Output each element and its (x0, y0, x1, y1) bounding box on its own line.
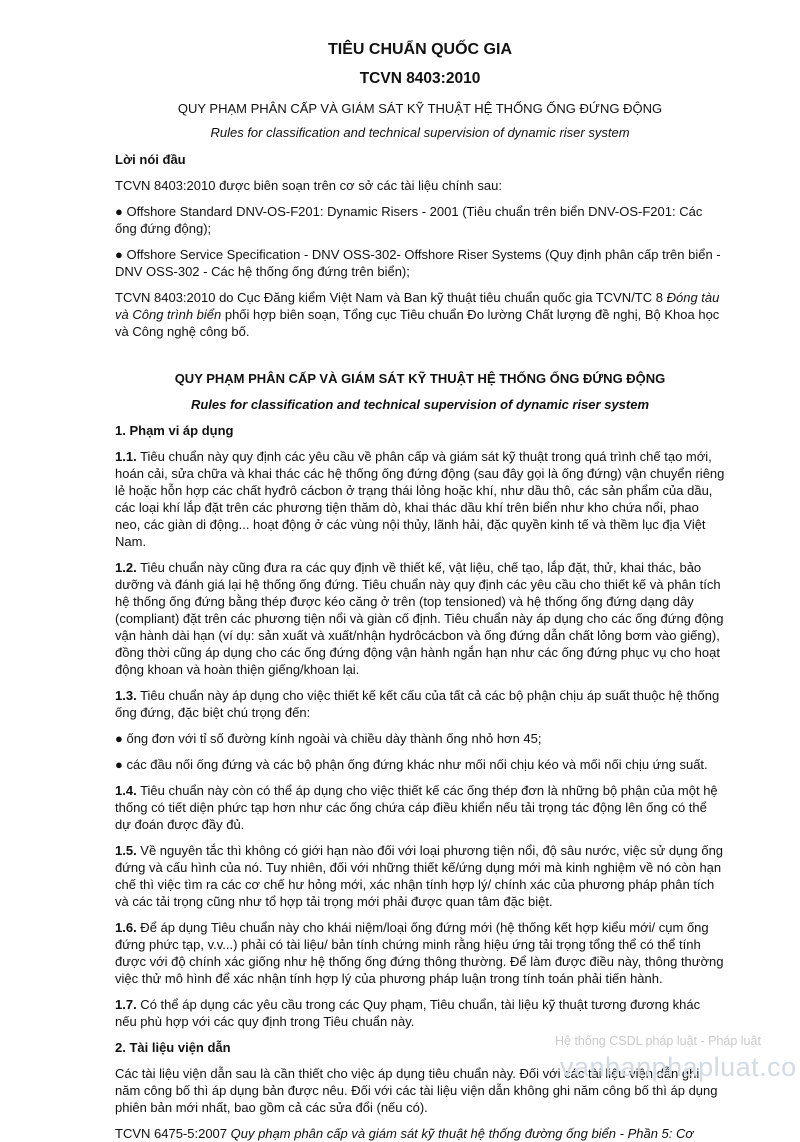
references-paragraph: Các tài liệu viện dẫn sau là cần thiết cho việc áp dụng tiêu chuẩn này. Đối với các tài liệu viện dẫn ghi năm công bố thì áp dụng bản được nêu. Đối với các tài liệu viện dẫn không ghi năm công bố thì áp dụng phiên bản mới nhất, bao gồm cả các sửa đổi (nếu có). (115, 1066, 718, 1115)
scope-paragraph-1-2: 1.2. Tiêu chuẩn này cũng đưa ra các quy định về thiết kế, vật liệu, chế tạo, lắp đặt, thử, khai thác, bảo dưỡng và đánh giá lại hệ thống ống đứng. Tiêu chuẩn này quy định các yêu cầu cho thiết kế và phân tích hệ thống ống đứng bằng thép được kéo căng ở trên (top tensioned) và hệ thống ống đứng dạng dây (compliant) đặt trên các phương tiện nổi và giàn cố định. Tiêu chuẩn này áp dụng cho các ống đứng động vận hành dài hạn (ví dụ: sản xuất và xuất/nhận hydrôcácbon và ống đứng dẫn chất lỏng bơm vào giếng), đồng thời cũng áp dụng cho các ống đứng động vận hành ngắn hạn như các ống đứng phục vụ cho hoạt động khoan và hoàn thiện giếng/khoan lại. (115, 560, 724, 677)
scope-paragraph-1-3: 1.3. Tiêu chuẩn này áp dụng cho việc thiết kế kết cấu của tất cả các bộ phận chịu áp suất thuộc hệ thống ống đứng, đặc biệt chú trọng đến: (115, 688, 720, 720)
foreword-bullet-2: ● Offshore Service Specification - DNV OSS-302- Offshore Riser Systems (Quy định phân cấp trên biển - DNV OSS-302 - Các hệ thống ống đứng trên biển); (115, 247, 721, 279)
scope-paragraph-1-1: 1.1. Tiêu chuẩn này quy định các yêu cầu về phân cấp và giám sát kỹ thuật trong quá trình chế tạo mới, hoán cải, sửa chữa và khai thác các hệ thống ống đứng động (sau đây gọi là ống đứng) vận chuyển riêng lẻ hoặc hỗn hợp các chất hyđrô cácbon ở trạng thái lỏng hoặc khí, như dầu thô, các sản phẩm của dầu, các loại khí lắp đặt trên các phương tiện thăm dò, khai thác dầu khí trên biển như kho chứa nổi, phao neo, các giàn di động... hoạt động ở các vùng nội thủy, lãnh hải, đặc quyền kinh tế và thềm lục địa Việt Nam. (115, 449, 725, 549)
watermark-logo-text: vanbanphapluat.co (560, 1052, 797, 1082)
standard-name-vi: QUY PHẠM PHÂN CẤP VÀ GIÁM SÁT KỸ THUẬT HỆ THỐNG ỐNG ĐỨNG ĐỘNG (177, 101, 663, 116)
scope-paragraph-1-7: 1.7. Có thể áp dụng các yêu cầu trong các Quy phạm, Tiêu chuẩn, tài liệu kỹ thuật tương đương khác nếu phù hợp với các quy định trong Tiêu chuẩn này. (115, 997, 701, 1029)
scope-bullet-2: ● các đầu nối ống đứng và các bộ phận ống đứng khác như mối nối chịu kéo và mối nối chịu ứng suất. (115, 757, 708, 772)
scope-heading: 1. Phạm vi áp dụng (115, 423, 234, 438)
foreword-credit: TCVN 8403:2010 do Cục Đăng kiểm Việt Nam và Ban kỹ thuật tiêu chuẩn quốc gia TCVN/TC 8 Đóng tàu và Công trình biển phối hợp biên soạn, Tổng cục Tiêu chuẩn Đo lường Chất lượng đề nghị, Bộ Khoa học và Công nghệ công bố. (115, 290, 720, 339)
foreword-intro: TCVN 8403:2010 được biên soạn trên cơ sở các tài liệu chính sau: (115, 178, 502, 193)
standard-name-en: Rules for classification and technical supervision of dynamic riser system (210, 125, 630, 140)
reference-item-1: TCVN 6475-5:2007 Quy phạm phân cấp và giám sát kỹ thuật hệ thống đường ống biển - Phần 5: Cơ (115, 1126, 694, 1141)
section-title-en: Rules for classification and technical supervision of dynamic riser system (190, 397, 650, 412)
references-heading: 2. Tài liệu viện dẫn (115, 1040, 231, 1055)
scope-paragraph-1-4: 1.4. Tiêu chuẩn này còn có thể áp dụng cho việc thiết kế các ống thép đơn là những bộ phận của một hệ thống có tiết diện phức tạp hơn như các ống chứa cáp điều khiển nếu tải trọng tác động lên ống có thể dự đoán được đầy đủ. (115, 783, 718, 832)
foreword-heading: Lời nói đầu (115, 152, 186, 167)
scope-paragraph-1-5: 1.5. Về nguyên tắc thì không có giới hạn nào đối với loại phương tiện nổi, độ sâu nước, việc sử dụng ống đứng và cấu hình của nó. Tuy nhiên, đối với những thiết kế/ứng dụng mới mà kinh nghiệm về nó còn hạn chế thì việc tìm ra các cơ chế hư hỏng mới, xác nhận tính hợp lý/ chính xác của phương pháp phân tích và các tải trọng cũng như tổ hợp tải trọng mới phải được quan tâm đặc biệt. (115, 843, 724, 909)
watermark-caption: Hệ thống CSDL pháp luật - Pháp luật (555, 1034, 761, 1048)
document-title: TIÊU CHUẨN QUỐC GIA (328, 41, 512, 58)
scope-bullet-1: ● ống đơn với tỉ số đường kính ngoài và chiều dày thành ống nhỏ hơn 45; (115, 731, 542, 746)
standard-code: TCVN 8403:2010 (359, 70, 481, 87)
foreword-bullet-1: ● Offshore Standard DNV-OS-F201: Dynamic Risers - 2001 (Tiêu chuẩn trên biển DNV-OS-F201: Các ống đứng động); (115, 204, 703, 236)
section-title-vi: QUY PHẠM PHÂN CẤP VÀ GIÁM SÁT KỸ THUẬT HỆ THỐNG ỐNG ĐỨNG ĐỘNG (174, 371, 666, 386)
scope-paragraph-1-6: 1.6. Để áp dụng Tiêu chuẩn này cho khái niệm/loại ống đứng mới (hệ thống kết hợp kiểu mới/ cụm ống đứng phức tạp, v.v...) phải có tài liệu/ bản tính chứng minh rằng hiệu ứng tải trọng tổng thể có thể tính được với độ chính xác giống như hệ thống ống đứng thông thường. Để làm được điều này, thông thường việc thử mô hình để xác nhận tính hợp lý của phương pháp luận trong tính toán phải tiến hành. (115, 920, 724, 986)
document-page (115, 40, 725, 1142)
